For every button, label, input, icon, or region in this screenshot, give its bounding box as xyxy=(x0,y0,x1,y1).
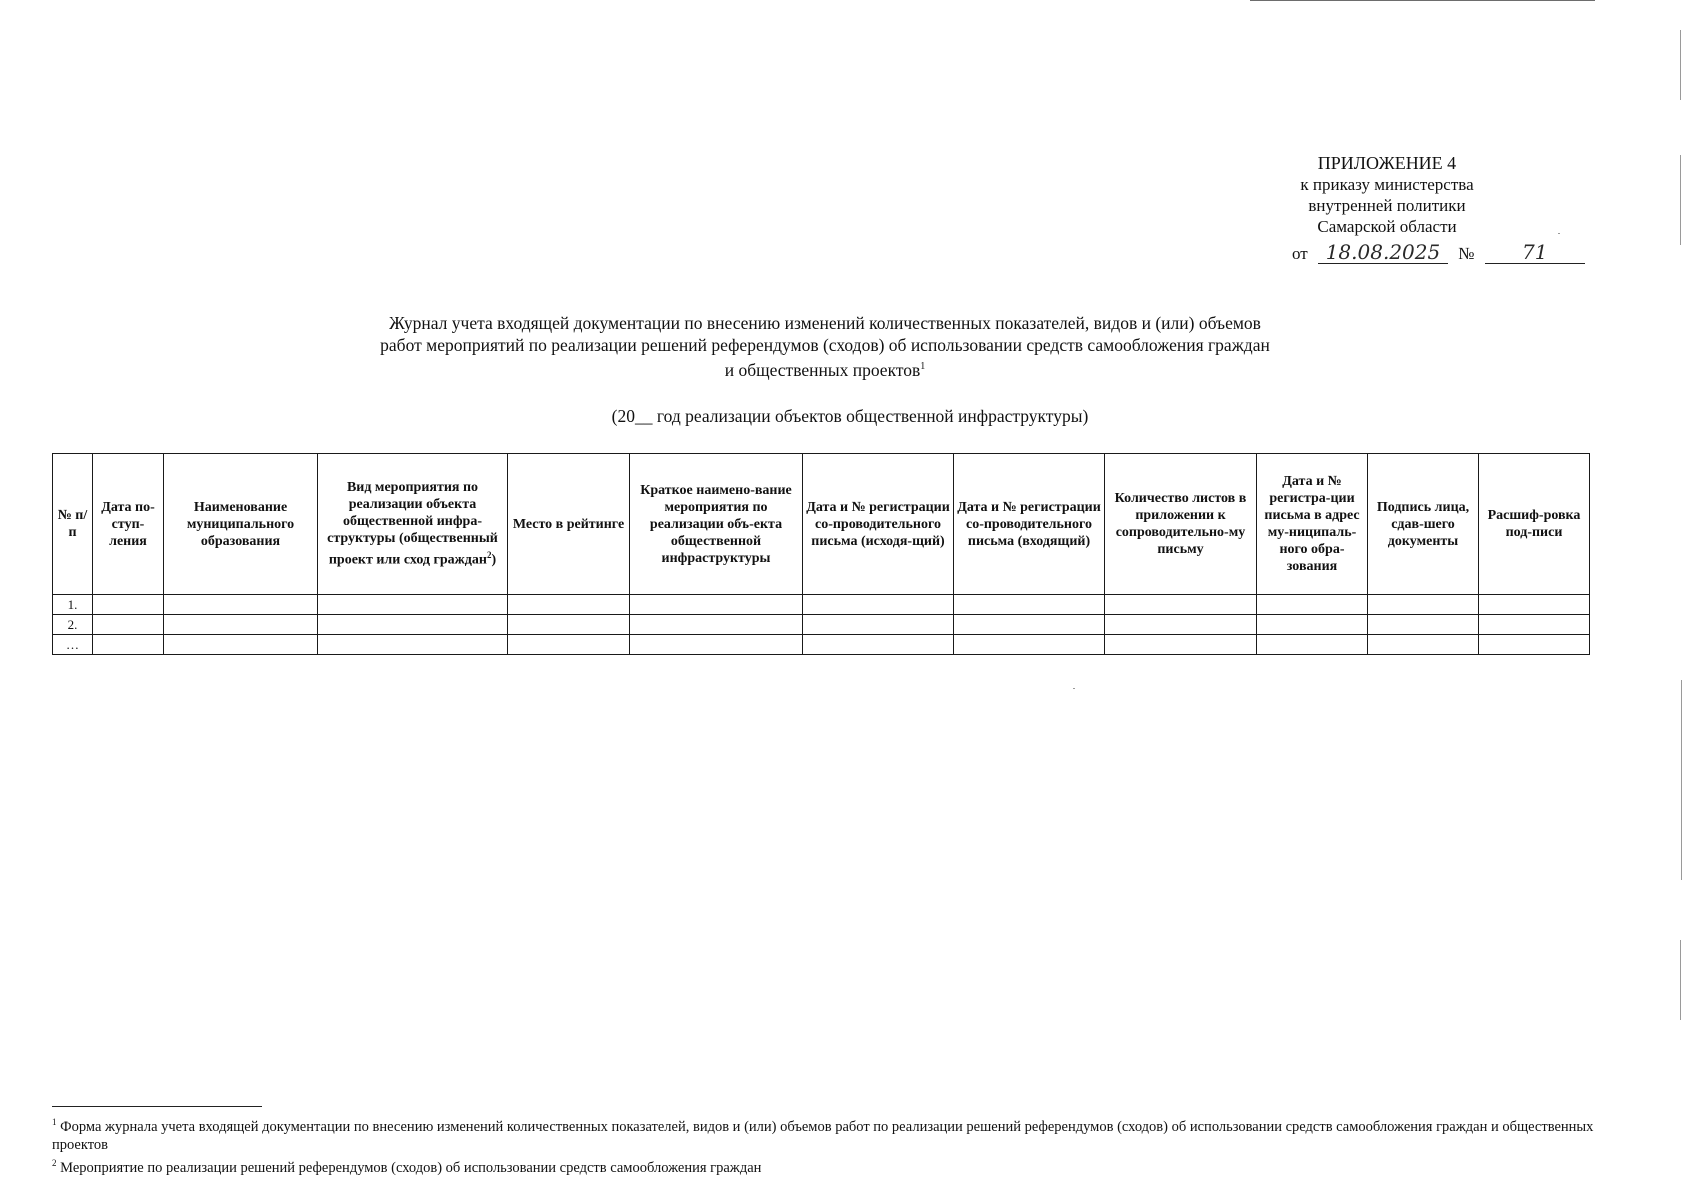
table-cell xyxy=(630,635,803,655)
column-header: Краткое наимено-вание мероприятия по реализации объ-екта общественной инфраструктуры xyxy=(630,454,803,595)
journal-table xyxy=(52,453,1590,655)
table-cell xyxy=(164,595,318,615)
column-header: Дата по-ступ-ления xyxy=(93,454,164,595)
table-cell xyxy=(93,595,164,615)
table-cell xyxy=(630,615,803,635)
scan-speck xyxy=(1558,233,1560,234)
row-number-cell: … xyxy=(53,635,93,655)
table-row xyxy=(53,595,1590,615)
row-number-cell: 1. xyxy=(53,595,93,615)
appendix-line: внутренней политики xyxy=(1308,196,1466,215)
table-cell xyxy=(1257,595,1368,615)
table-cell xyxy=(318,635,508,655)
table-cell xyxy=(318,595,508,615)
footnote-separator xyxy=(52,1106,262,1107)
column-header: Дата и № регистра-ции письма в адрес му-ниципаль-ного обра-зования xyxy=(1257,454,1368,595)
table-cell xyxy=(1105,595,1257,615)
column-header: Наименование муниципального образования xyxy=(164,454,318,595)
order-number-sign: № xyxy=(1458,244,1475,263)
table-cell xyxy=(954,635,1105,655)
table-cell xyxy=(1479,595,1590,615)
table-cell xyxy=(1368,595,1479,615)
row-number-cell: 2. xyxy=(53,615,93,635)
order-date-handwritten: 18.08.2025 xyxy=(1318,241,1448,264)
table-row xyxy=(53,635,1590,655)
table-cell xyxy=(164,615,318,635)
table-cell xyxy=(1479,635,1590,655)
appendix-title: ПРИЛОЖЕНИЕ 4 xyxy=(1317,153,1457,173)
table-cell xyxy=(508,595,630,615)
table-cell xyxy=(803,615,954,635)
scan-edge-top xyxy=(1250,0,1595,1)
footnote-ref: 2 xyxy=(486,550,492,561)
table-cell xyxy=(508,615,630,635)
scan-edge-right xyxy=(1681,680,1682,880)
table-cell xyxy=(164,635,318,655)
journal-title-line: и общественных проектов$^1$ xyxy=(724,359,926,380)
table-cell xyxy=(508,635,630,655)
column-header: Вид мероприятия по реализации объекта общественной инфра-структуры (общественный проект или сход граждан$^2$) xyxy=(318,454,508,595)
table-cell xyxy=(1368,635,1479,655)
scan-edge-right xyxy=(1680,155,1681,245)
table-cell xyxy=(954,615,1105,635)
journal-title xyxy=(250,312,1400,381)
column-header: Расшиф-ровка под-писи xyxy=(1479,454,1590,595)
table-cell xyxy=(1105,635,1257,655)
column-header: Количество листов в приложении к сопроводительно-му письму xyxy=(1105,454,1257,595)
table-cell xyxy=(1368,615,1479,635)
footnote-2: $^2$ Мероприятие по реализации решений референдумов (сходов) об использовании средств самообложения граждан xyxy=(52,1157,762,1176)
table-cell xyxy=(1257,635,1368,655)
footnotes xyxy=(52,1113,1612,1177)
journal-year-line: (20__ год реализации объектов общественной инфраструктуры) xyxy=(611,406,1089,426)
table-cell xyxy=(630,595,803,615)
table-cell xyxy=(803,635,954,655)
journal-title-line: Журнал учета входящей документации по внесению изменений количественных показателей, видов и (или) объемов xyxy=(389,313,1261,333)
column-header: Место в рейтинге xyxy=(508,454,630,595)
scan-speck xyxy=(1073,688,1075,689)
appendix-block xyxy=(1227,152,1547,237)
scan-edge-right xyxy=(1680,30,1681,100)
order-reference xyxy=(1292,241,1585,264)
order-number-handwritten: 71 xyxy=(1485,241,1585,264)
column-header: Подпись лица, сдав-шего документы xyxy=(1368,454,1479,595)
table-cell xyxy=(1105,615,1257,635)
table-cell xyxy=(318,615,508,635)
table-header-row xyxy=(53,454,1590,595)
table-cell xyxy=(1479,615,1590,635)
table-cell xyxy=(954,595,1105,615)
footnote-ref: 1 xyxy=(920,361,926,372)
column-header: № п/п xyxy=(53,454,93,595)
table-cell xyxy=(803,595,954,615)
appendix-line: Самарской области xyxy=(1317,217,1457,236)
table-cell xyxy=(1257,615,1368,635)
order-from-label: от xyxy=(1292,244,1308,263)
table-cell xyxy=(93,635,164,655)
appendix-line: к приказу министерства xyxy=(1300,175,1474,194)
scan-edge-right xyxy=(1680,940,1681,1020)
column-header: Дата и № регистрации со-проводительного письма (исходя-щий) xyxy=(803,454,954,595)
table-row xyxy=(53,615,1590,635)
footnote-1: $^1$ Форма журнала учета входящей документации по внесению изменений количественных показателей, видов и (или) объемов работ по реализации решений референдумов (сходов) об использовании средств самообложения граждан и общественных проектов xyxy=(52,1117,1594,1153)
column-header: Дата и № регистрации со-проводительного письма (входящий) xyxy=(954,454,1105,595)
journal-title-line: работ мероприятий по реализации решений референдумов (сходов) об использовании средств самообложения граждан xyxy=(380,335,1270,355)
table-cell xyxy=(93,615,164,635)
